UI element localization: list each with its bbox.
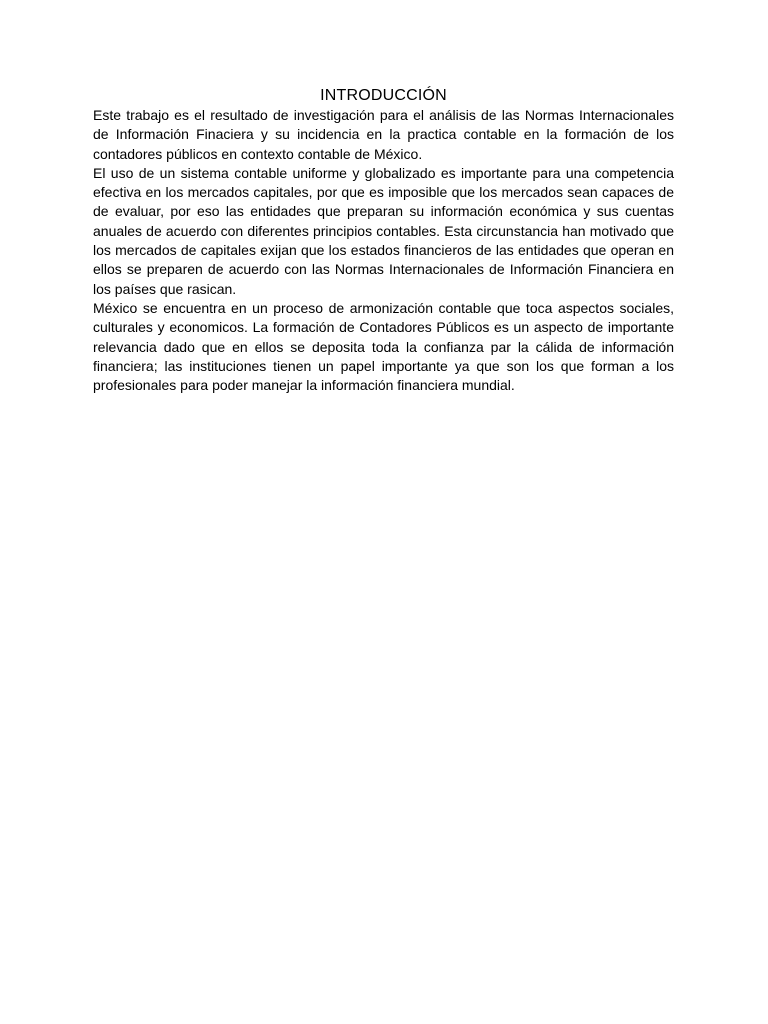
document-title: INTRODUCCIÓN <box>320 87 447 104</box>
paragraph-accounting-system: El uso de un sistema contable uniforme y globalizado es importante para una competencia efectiva en los mercados capitales, por que es imposible que los mercados sean capaces de de evaluar, por eso las entidades que preparan su información económica y sus cuentas anuales de acuerdo con diferentes principios contables. Esta circunstancia han motivado que los mercados de capitales exijan que los estados financieros de las entidades que operan en ellos se preparen de acuerdo con las Normas Internacionales de Información Financiera en los países que rasican. <box>93 164 674 297</box>
paragraph-intro: Este trabajo es el resultado de investigación para el análisis de las Normas Internacionales de Información Finaciera y su incidencia en la practica contable en la formación de los contadores públicos en contexto contable de México. <box>93 107 674 162</box>
paragraph-mexico: México se encuentra en un proceso de armonización contable que toca aspectos sociales, culturales y economicos. La formación de Contadores Públicos es un aspecto de importante relevancia dado que en ellos se deposita toda la confianza par la cálida de información financiera; las instituciones tienen un papel importante ya que son los que forman a los profesionales para poder manejar la información financiera mundial. <box>93 299 674 394</box>
document-body <box>93 86 674 395</box>
